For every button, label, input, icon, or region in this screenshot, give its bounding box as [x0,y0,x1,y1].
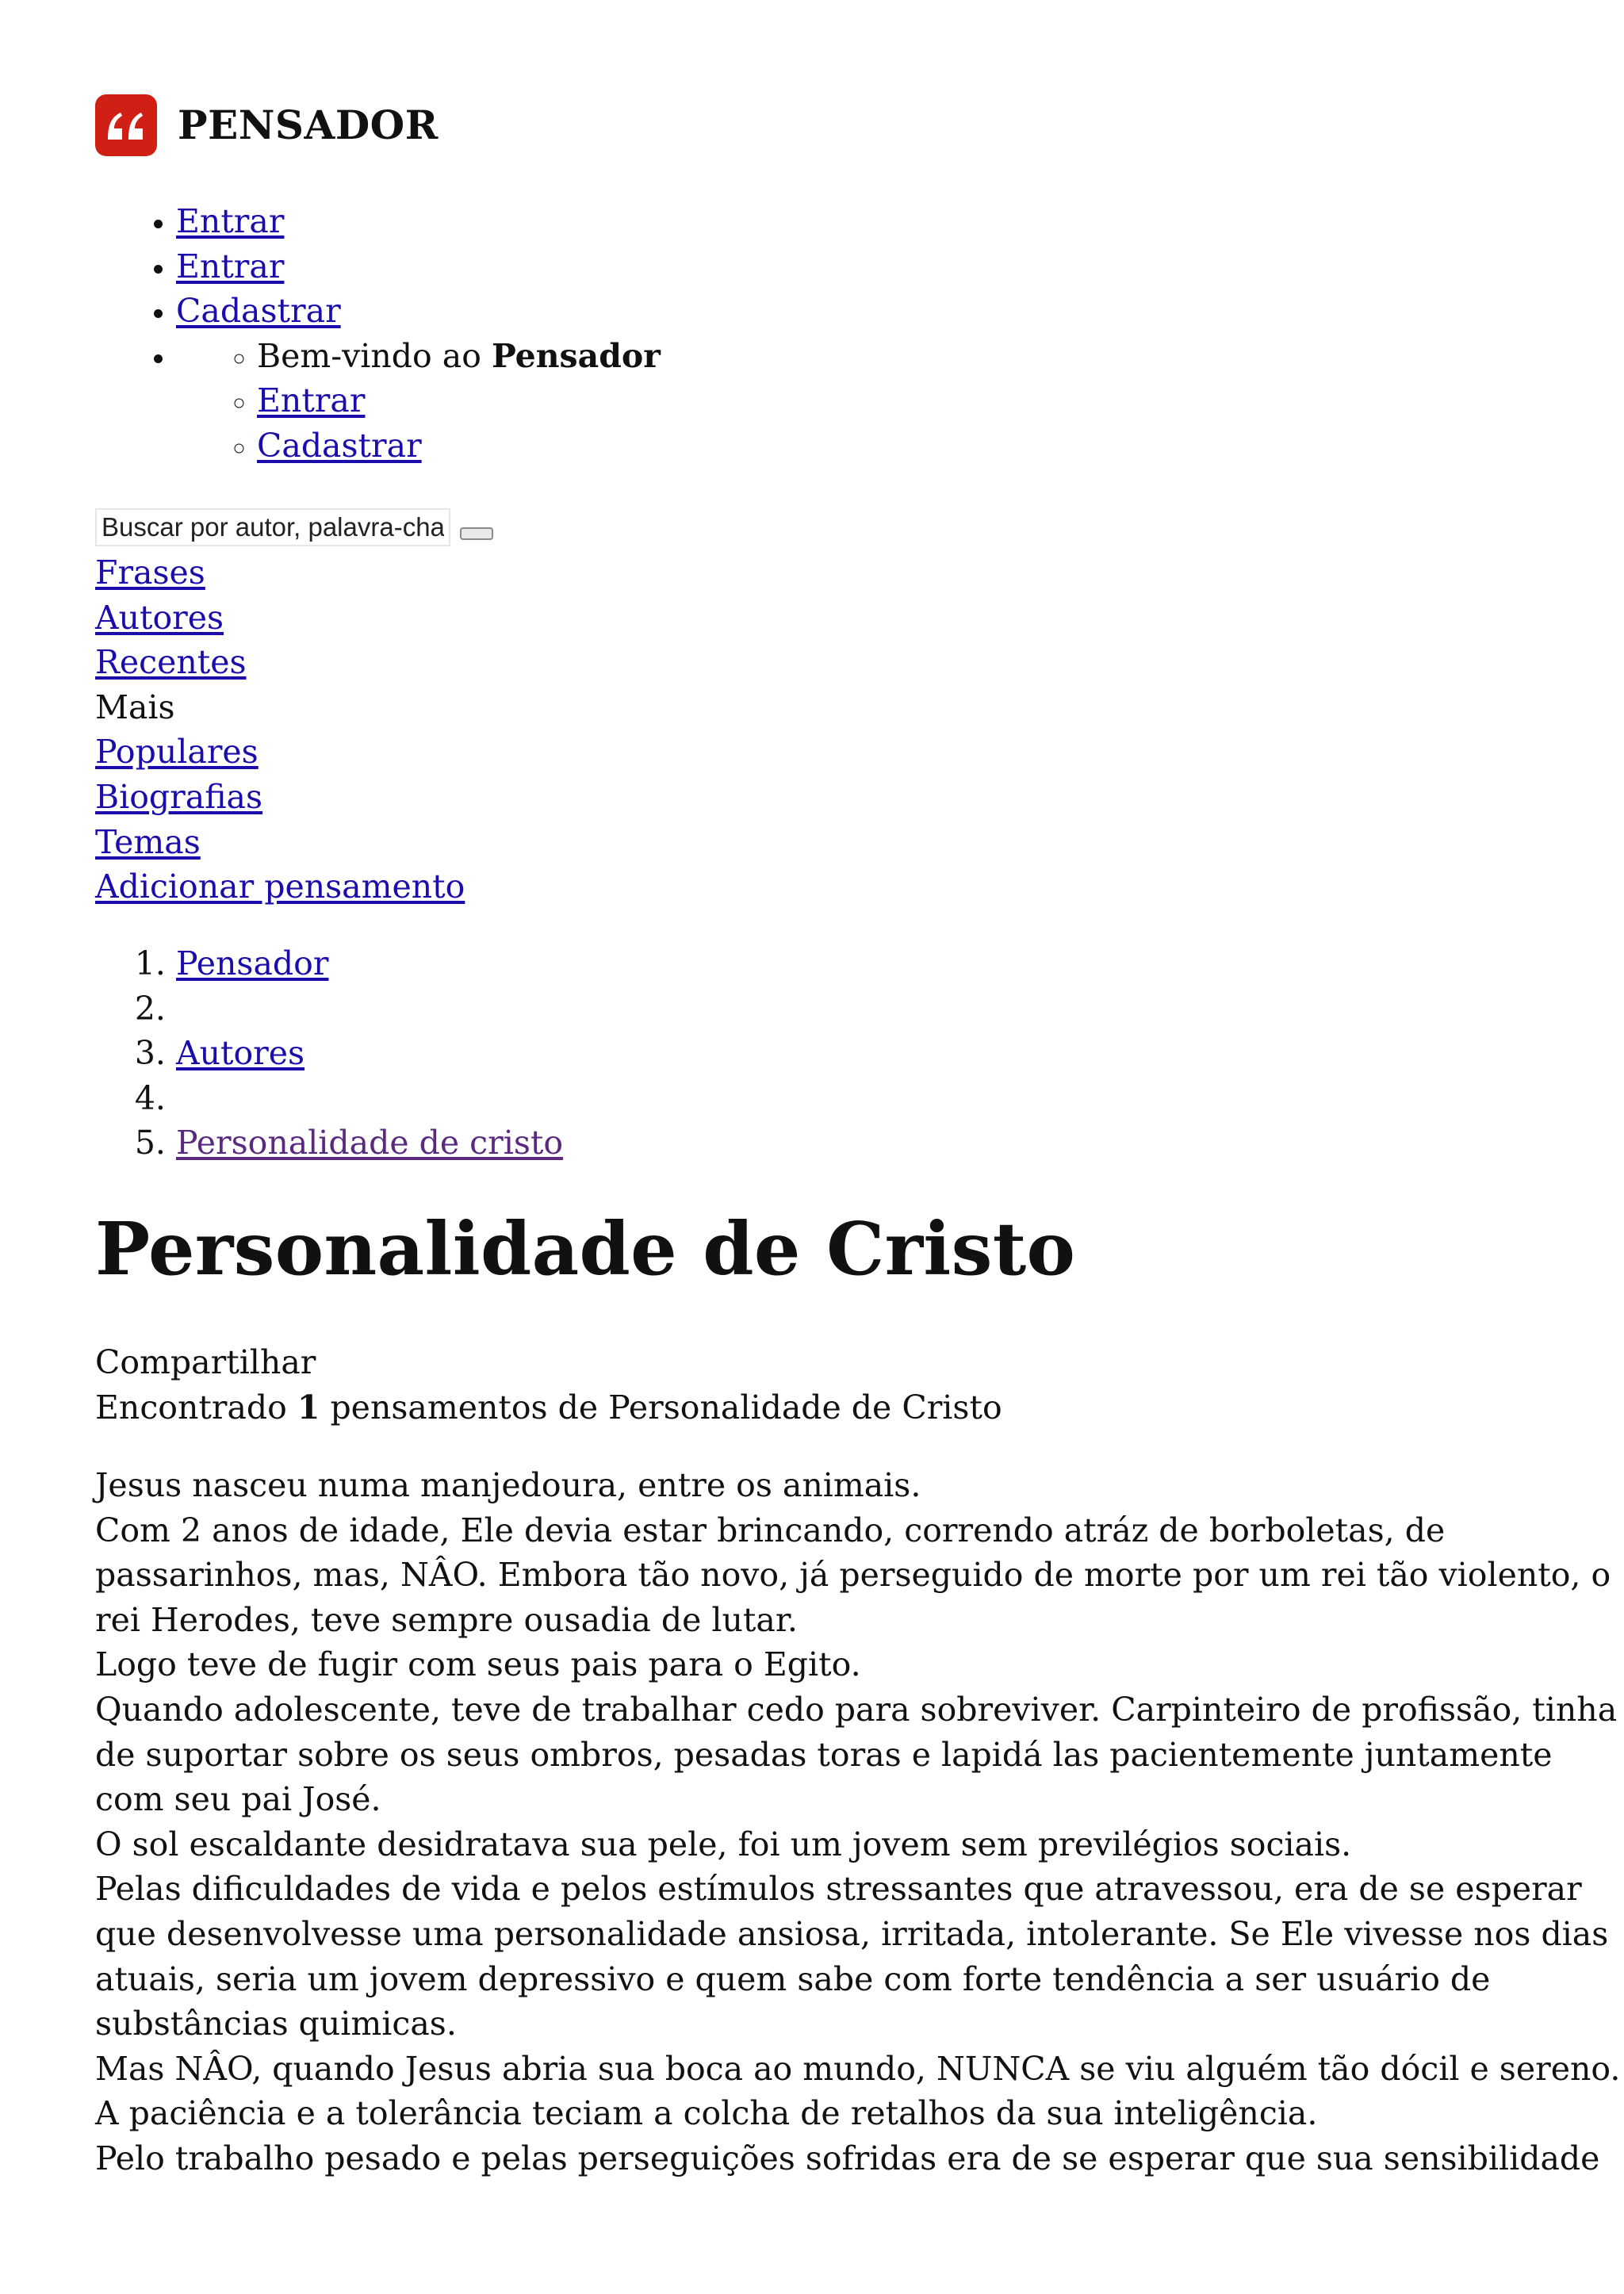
welcome-text [257,334,661,379]
signup-link[interactable]: Cadastrar [176,292,341,331]
page-title: Personalidade de Cristo [95,1206,1076,1292]
breadcrumb-pensador[interactable]: Pensador [176,944,329,982]
quote-line: O sol escaldante desidratava sua pele, foi um jovem sem previlégios sociais. [95,1825,1352,1863]
breadcrumb-autores[interactable]: Autores [176,1034,305,1073]
quote-line: passarinhos, mas, NÂO. Embora tão novo, já perseguido de morte por um rei tão violento, o [95,1556,1611,1595]
search-button[interactable] [460,527,493,540]
submenu-item [257,378,661,423]
nav-adicionar-pensamento[interactable]: Adicionar pensamento [95,867,465,906]
main-nav [95,550,465,910]
quote-line: que desenvolvesse uma personalidade ansiosa, irritada, intolerante. Se Ele vivesse nos dias [95,1914,1609,1953]
breadcrumb [95,941,563,1166]
breadcrumb-separator [176,1076,563,1121]
quote-text [95,1463,1621,2181]
results-count [95,1385,1002,1430]
breadcrumb-separator [176,986,563,1032]
welcome-brand: Pensador [491,336,661,375]
quote-line: atuais, seria um jovem depressivo e quem sabe com forte tendência a ser usuário de [95,1959,1491,1998]
quote-glyph [105,108,147,143]
breadcrumb-current[interactable]: Personalidade de cristo [176,1124,564,1162]
submenu-login-link[interactable]: Entrar [257,381,366,420]
search-input[interactable] [95,508,450,546]
submenu-item [257,423,661,469]
user-menu-item [176,289,661,334]
share-button[interactable]: Compartilhar [95,1343,316,1381]
login-link[interactable]: Entrar [176,202,285,240]
quote-line: de suportar sobre os seus ombros, pesadas toras e lapidá las pacientemente juntamente [95,1735,1553,1774]
welcome-prefix: Bem-vindo ao [257,336,492,375]
breadcrumb-item [176,941,563,986]
quote-line: Com 2 anos de idade, Ele devia estar brincando, correndo atráz de borboletas, de [95,1511,1446,1549]
quote-line: Pelo trabalho pesado e pelas perseguições sofridas era de se esperar que sua sensibilidade [95,2139,1600,2177]
nav-autores[interactable]: Autores [95,598,224,637]
quote-line: Jesus nasceu numa manjedoura, entre os animais. [95,1466,921,1504]
nav-temas[interactable]: Temas [95,822,201,861]
results-number: 1 [297,1388,320,1427]
user-dropdown [176,334,661,465]
quote-icon [95,94,157,156]
results-suffix: pensamentos de Personalidade de Cristo [320,1388,1002,1427]
quote-line: Quando adolescente, teve de trabalhar cedo para sobreviver. Carpinteiro de profissão, tinha [95,1690,1618,1729]
breadcrumb-item [176,1120,563,1166]
nav-mais[interactable]: Mais [95,687,175,726]
quote-line: rei Herodes, teve sempre ousadia de lutar. [95,1600,798,1639]
user-menu-item [176,199,661,244]
quote-line: A paciência e a tolerância teciam a colcha de retalhos da sua inteligência. [95,2094,1318,2133]
login-link-secondary[interactable]: Entrar [176,247,285,285]
brand-name: PENSADOR [178,101,439,148]
user-menu-item [176,244,661,289]
quote-line: substâncias quimicas. [95,2005,457,2043]
quote-line: com seu pai José. [95,1780,381,1819]
search-bar [95,506,493,549]
nav-populares[interactable]: Populares [95,733,259,772]
quote-line: Logo teve de fugir com seus pais para o Egito. [95,1645,861,1684]
user-submenu [176,334,661,469]
nav-recentes[interactable]: Recentes [95,643,247,682]
quote-line: Mas NÂO, quando Jesus abria sua boca ao mundo, NUNCA se viu alguém tão dócil e sereno. [95,2049,1621,2088]
site-logo[interactable] [95,94,439,157]
breadcrumb-item [176,1031,563,1076]
quote-line: Pelas dificuldades de vida e pelos estímulos stressantes que atravessou, era de se esperar [95,1870,1582,1909]
nav-biografias[interactable]: Biografias [95,777,263,816]
submenu-signup-link[interactable]: Cadastrar [257,426,422,465]
nav-frases[interactable]: Frases [95,553,205,592]
results-prefix: Encontrado [95,1388,297,1427]
user-menu [95,199,661,465]
